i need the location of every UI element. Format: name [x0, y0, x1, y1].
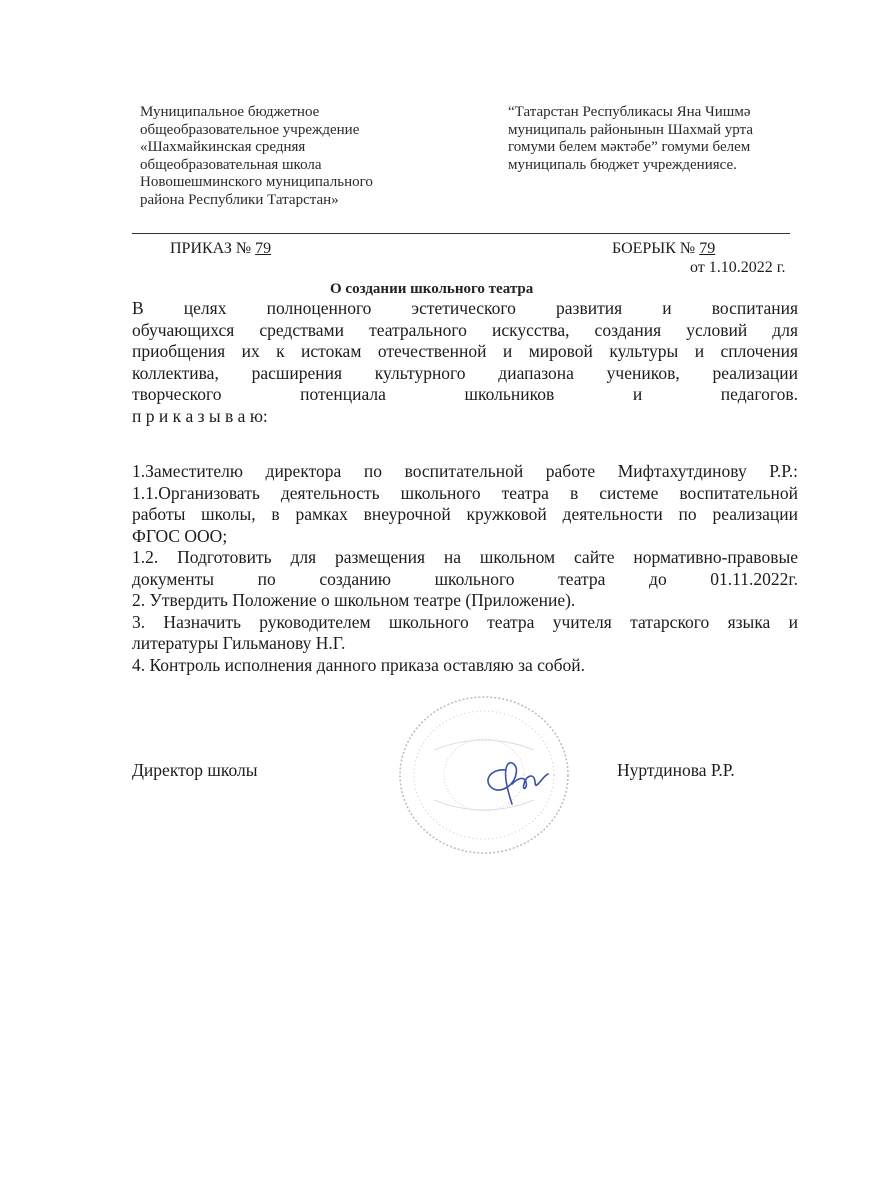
- intro-paragraph: [132, 298, 798, 427]
- order-item-line: 1.1.Организовать деятельность школьного театра в системе воспитательной: [132, 482, 798, 503]
- prikaz-number: 79: [255, 240, 272, 257]
- intro-line: обучающихся средствами театрального искусства, создания условий для: [132, 319, 798, 340]
- header-right-line: муниципаль районынын Шахмай урта: [508, 121, 753, 138]
- order-item-line: 3. Назначить руководителем школьного театра учителя татарского языка и: [132, 611, 798, 632]
- prikaz-label: ПРИКАЗ №: [170, 240, 252, 257]
- intro-line: приобщения их к истокам отечественной и мировой культуры и сплочения: [132, 341, 798, 361]
- intro-line: коллектива, расширения культурного диапазона учеников, реализации: [132, 362, 798, 383]
- header-right-line: муниципаль бюджет учреждениясе.: [508, 156, 737, 173]
- signature-position: Директор школы: [132, 760, 258, 780]
- header-left-line: общеобразовательное учреждение: [140, 121, 360, 138]
- prikaz-line: [170, 240, 271, 258]
- intro-line: творческого потенциала школьников и педагогов.: [132, 384, 798, 404]
- boerik-line: [612, 240, 715, 258]
- header-left-line: «Шахмайкинская средняя: [140, 139, 306, 155]
- order-item-line: литературы Гильманову Н.Г.: [132, 633, 346, 653]
- order-item-line: ФГОС ООО;: [132, 525, 228, 546]
- prikazyvayu-text: п р и к а з ы в а ю:: [132, 405, 268, 426]
- order-item-line: 1.2. Подготовить для размещения на школьном сайте нормативно-правовые: [132, 547, 798, 567]
- order-item-line: 4. Контроль исполнения данного приказа оставляю за собой.: [132, 654, 586, 675]
- order-item-line: работы школы, в рамках внеурочной кружковой деятельности по реализации: [132, 504, 798, 524]
- header-left-line: общеобразовательная школа: [140, 156, 322, 173]
- document-title: О создании школьного театра: [330, 281, 534, 297]
- header-left-line: района Республики Татарстан»: [140, 191, 339, 208]
- header-divider: [132, 233, 790, 234]
- intro-line: В целях полноценного эстетического развития и воспитания: [132, 298, 798, 318]
- header-left-line: Муниципальное бюджетное: [140, 104, 320, 120]
- order-item-line: документы по созданию школьного театра до 01.11.2022г.: [132, 568, 798, 589]
- header-right-line: гомуми белем мәктәбе” гомуми белем: [508, 139, 751, 155]
- order-items: [132, 461, 798, 676]
- header-left-line: Новошешминского муниципального: [140, 174, 373, 190]
- order-item-line: 2. Утвердить Положение о школьном театре (Приложение).: [132, 590, 576, 610]
- order-item-line: 1.Заместителю директора по воспитательной работе Мифтахутдинову Р.Р.:: [132, 461, 798, 481]
- header-left-block: [140, 104, 410, 209]
- boerik-label: БОЕРЫК №: [612, 240, 696, 257]
- header-right-line: “Татарстан Республикасы Яна Чишмә: [508, 104, 751, 120]
- order-date: от 1.10.2022 г.: [690, 259, 786, 276]
- header-right-block: [508, 104, 798, 174]
- boerik-number: 79: [699, 240, 716, 257]
- signature-name: Нуртдинова Р.Р.: [617, 760, 735, 780]
- signature-icon: [478, 748, 558, 808]
